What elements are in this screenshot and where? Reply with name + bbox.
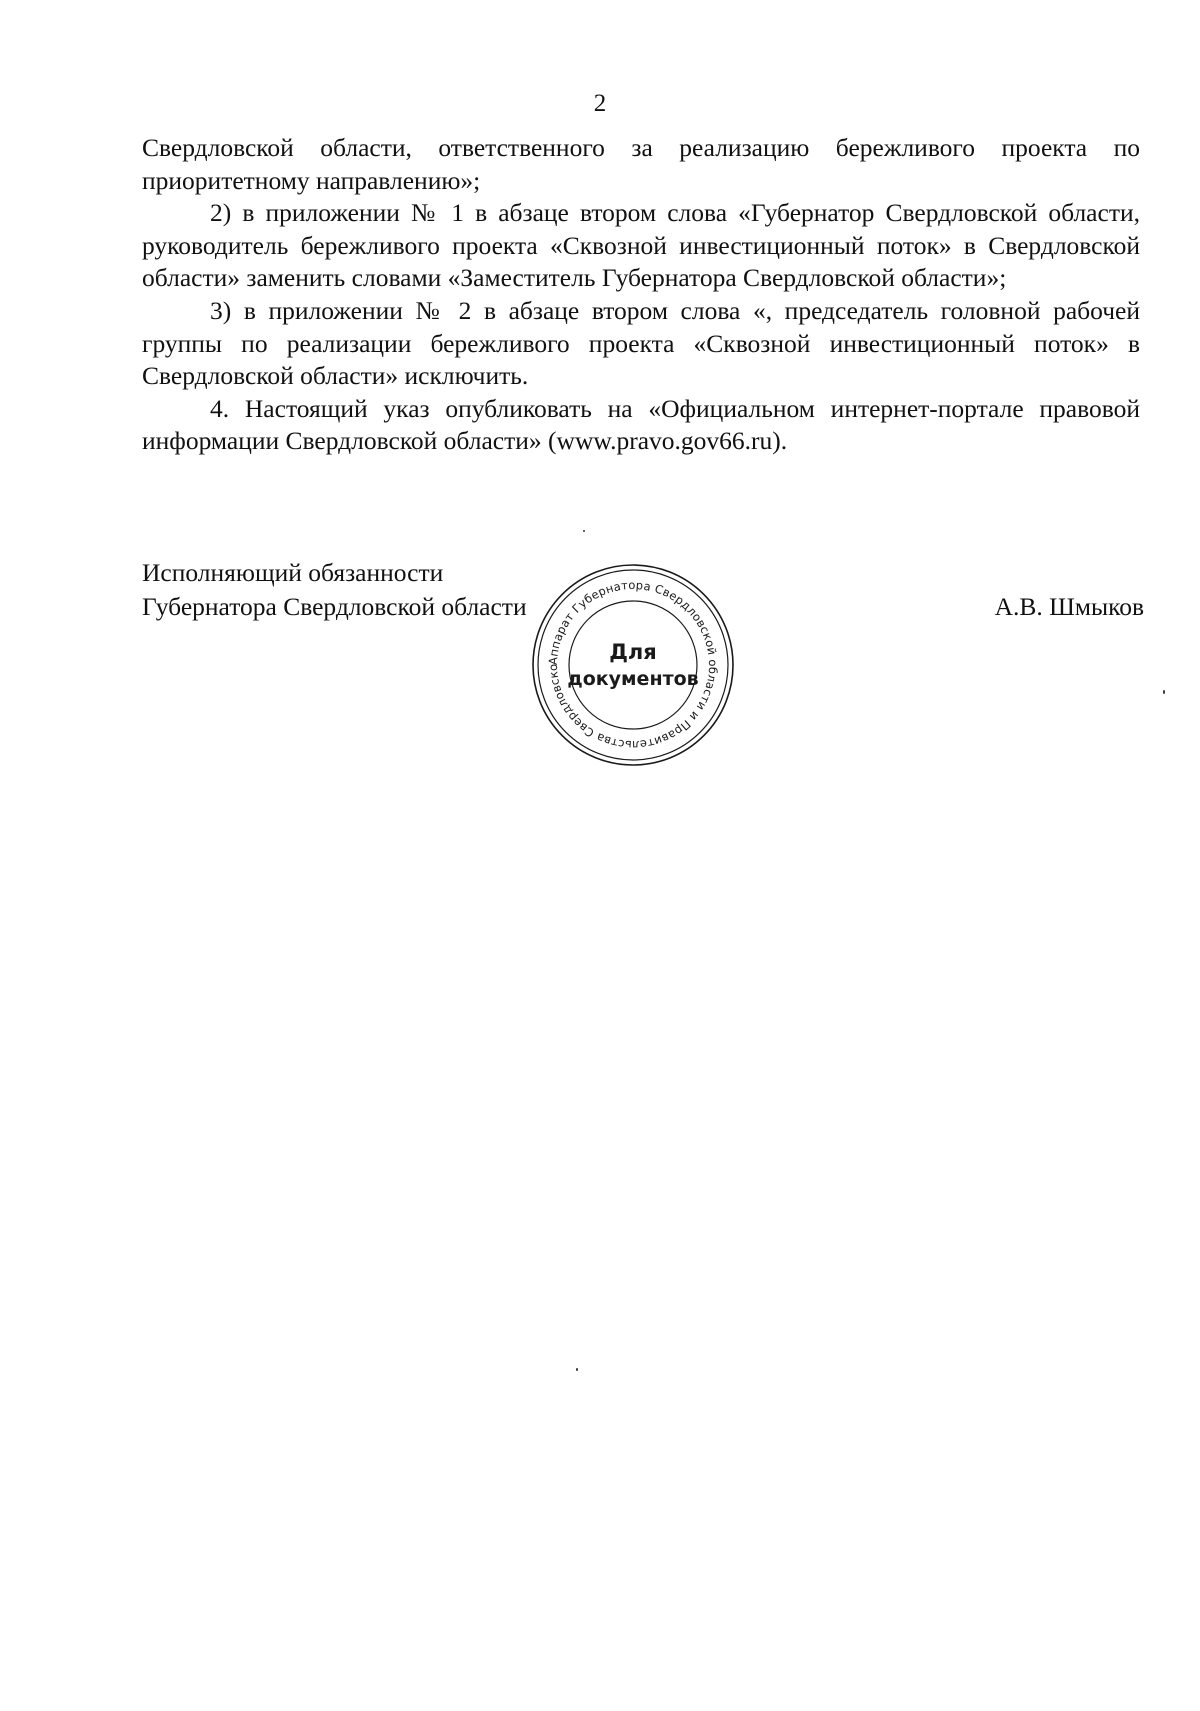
scan-speck: [583, 530, 585, 532]
paragraph-item-3: 3) в приложении № 2 в абзаце втором слова «, председатель головной рабочей группы по реализации бережливого проекта «Сквозной инвестиционный поток» в Свердловской области» исключить.: [142, 295, 1140, 391]
page-number: 2: [593, 90, 607, 117]
paragraph-continuation: Свердловской области, ответственного за реализацию бережливого проекта по приоритетному направлению»;: [142, 133, 1140, 195]
paragraph-item-2: 2) в приложении № 1 в абзаце втором слова «Губернатор Свердловской области, руководитель бережливого проекта «Сквозной инвестиционный поток» в Свердловской области» заменить словами «Заместитель Губернатора Свердловской области»;: [142, 198, 1140, 293]
stamp-center-line1: Для: [609, 640, 657, 664]
signatory-position-line1: Исполняющий обязанности: [142, 558, 444, 587]
official-stamp: [528, 560, 738, 770]
document-body: [142, 132, 1140, 458]
scan-speck: [576, 1368, 578, 1371]
stamp-seal-graphic: [528, 560, 738, 770]
stamp-ring-text: Аппарат Губернатора Свердловской области и Правительства Свердловско: [545, 577, 721, 753]
signatory-name: А.В. Шмыков: [994, 592, 1144, 621]
paragraph-item-4: 4. Настоящий указ опубликовать на «Официальном интернет-портале правовой информации Свердловской области» (www.pravo.gov66.ru).: [142, 393, 1140, 456]
signatory-position: [142, 556, 527, 624]
stamp-center-line2: документов: [567, 668, 699, 690]
signatory-position-line2: Губернатора Свердловской области: [142, 592, 527, 621]
scan-speck: [1163, 690, 1165, 694]
